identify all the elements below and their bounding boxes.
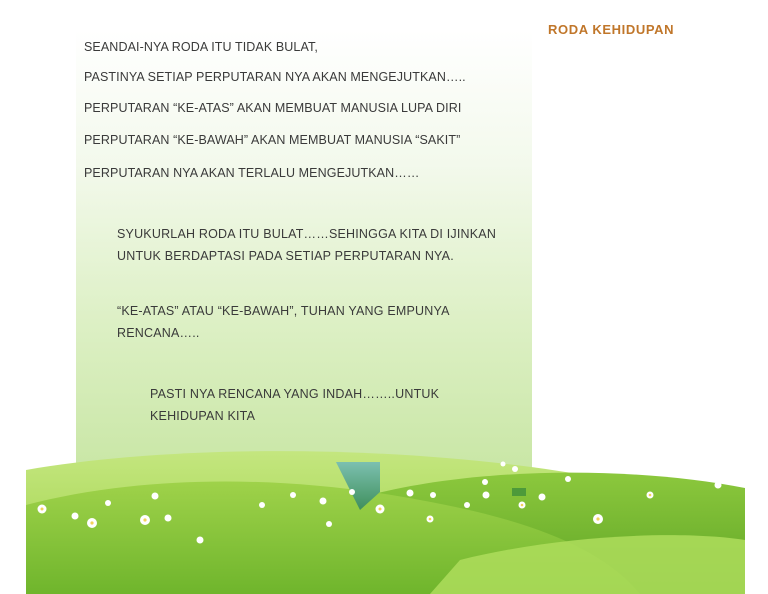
text-line-5: PERPUTARAN NYA AKAN TERLALU MENGEJUTKAN……: [84, 166, 420, 180]
slide-title: RODA KEHIDUPAN: [548, 22, 675, 37]
text-line-1: SEANDAI-NYA RODA ITU TIDAK BULAT,: [84, 40, 318, 54]
post-marker: [512, 488, 526, 496]
text-line-2: PASTINYA SETIAP PERPUTARAN NYA AKAN MENGEJUTKAN…..: [84, 70, 466, 84]
paragraph-ke-atas: “KE-ATAS” ATAU “KE-BAWAH”, TUHAN YANG EMPUNYA RENCANA…..: [117, 304, 449, 340]
paragraph-syukurlah: SYUKURLAH RODA ITU BULAT……SEHINGGA KITA DI IJINKAN UNTUK BERDAPTASI PADA SETIAP PERPUTARAN NYA.: [117, 227, 497, 263]
text-line-3: PERPUTARAN “KE-ATAS” AKAN MEMBUAT MANUSIA LUPA DIRI: [84, 101, 462, 115]
text-line-4: PERPUTARAN “KE-BAWAH” AKAN MEMBUAT MANUSIA “SAKIT”: [84, 133, 461, 147]
paragraph-pasti: PASTI NYA RENCANA YANG INDAH……..UNTUK KEHIDUPAN KITA: [150, 387, 440, 423]
